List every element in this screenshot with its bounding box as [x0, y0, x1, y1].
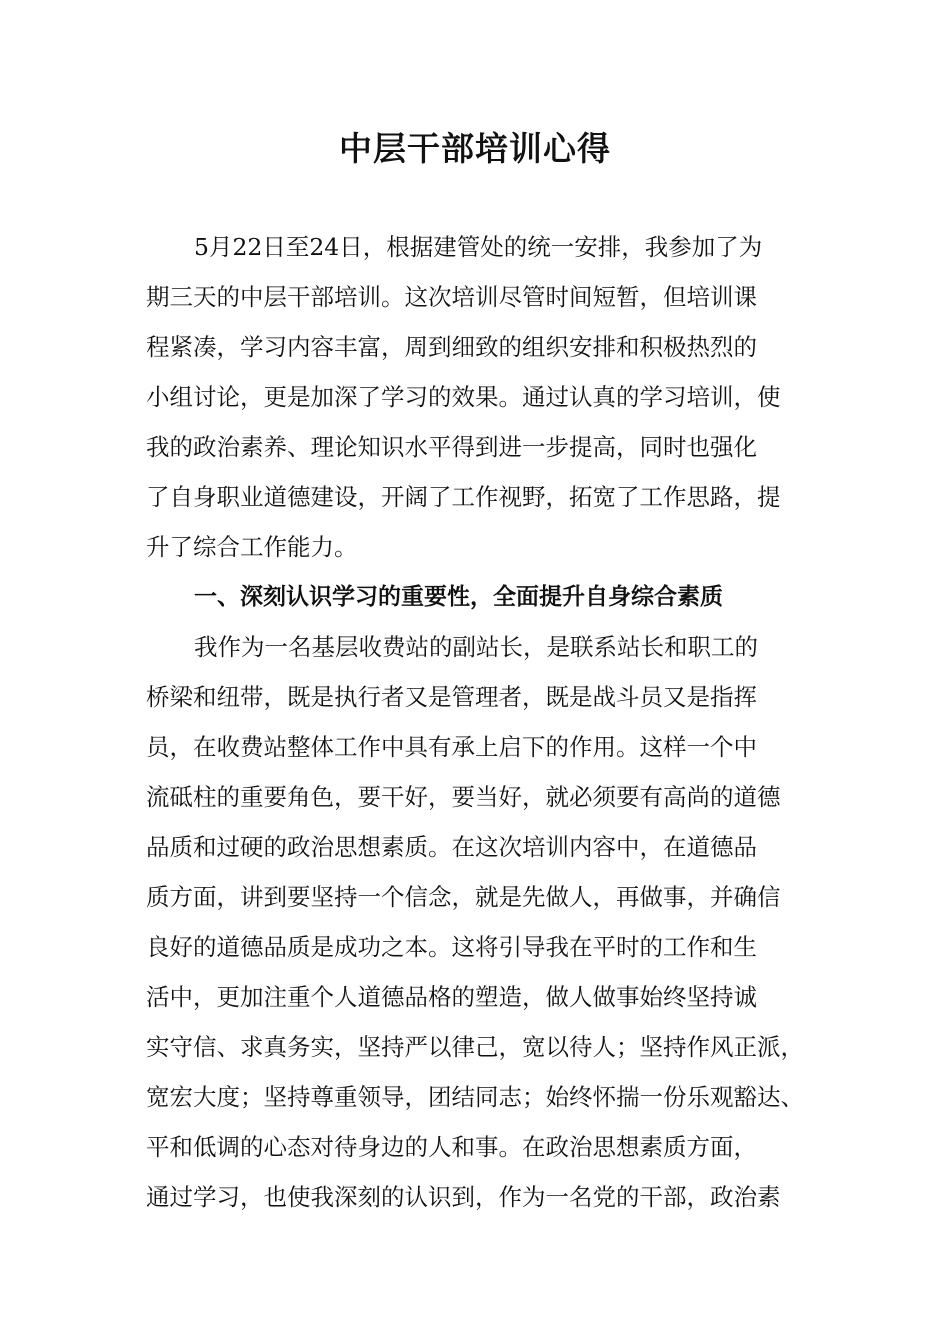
- paragraph-line: 了自身职业道德建设，开阔了工作视野，拓宽了工作思路，提: [146, 483, 781, 511]
- document-title: 中层干部培训心得: [339, 129, 611, 168]
- paragraph-line: 实守信、求真务实，坚持严以律己，宽以待人；坚持作风正派，: [146, 1033, 804, 1061]
- paragraph-line: 期三天的中层干部培训。这次培训尽管时间短暂，但培训课: [146, 283, 757, 311]
- paragraph-line: 我作为一名基层收费站的副站长，是联系站长和职工的: [194, 633, 758, 661]
- paragraph-line: 良好的道德品质是成功之本。这将引导我在平时的工作和生: [146, 933, 757, 961]
- paragraph-line: 流砥柱的重要角色，要干好，要当好，就必须要有高尚的道德: [146, 783, 781, 811]
- paragraph-line: 5月22日至24日，根据建管处的统一安排，我参加了为: [194, 233, 763, 261]
- paragraph-line: 活中，更加注重个人道德品格的塑造，做人做事始终坚持诚: [146, 983, 757, 1011]
- paragraph-line: 通过学习，也使我深刻的认识到，作为一名党的干部，政治素: [146, 1183, 781, 1211]
- paragraph-line: 平和低调的心态对待身边的人和事。在政治思想素质方面，: [146, 1133, 757, 1161]
- paragraph-line: 升了综合工作能力。: [146, 533, 358, 561]
- paragraph-line: 小组讨论，更是加深了学习的效果。通过认真的学习培训，使: [146, 383, 781, 411]
- paragraph-line: 我的政治素养、理论知识水平得到进一步提高，同时也强化: [146, 433, 757, 461]
- paragraph-line: 程紧凑，学习内容丰富，周到细致的组织安排和积极热烈的: [146, 333, 757, 361]
- section-heading: 一、深刻认识学习的重要性，全面提升自身综合素质: [194, 584, 723, 610]
- paragraph-line: 品质和过硬的政治思想素质。在这次培训内容中，在道德品: [146, 833, 757, 861]
- paragraph-line: 桥梁和纽带，既是执行者又是管理者，既是战斗员又是指挥: [146, 683, 757, 711]
- paragraph-line: 员，在收费站整体工作中具有承上启下的作用。这样一个中: [146, 733, 757, 761]
- paragraph-line: 质方面，讲到要坚持一个信念，就是先做人，再做事，并确信: [146, 883, 781, 911]
- paragraph-line: 宽宏大度；坚持尊重领导，团结同志；始终怀揣一份乐观豁达、: [146, 1083, 804, 1111]
